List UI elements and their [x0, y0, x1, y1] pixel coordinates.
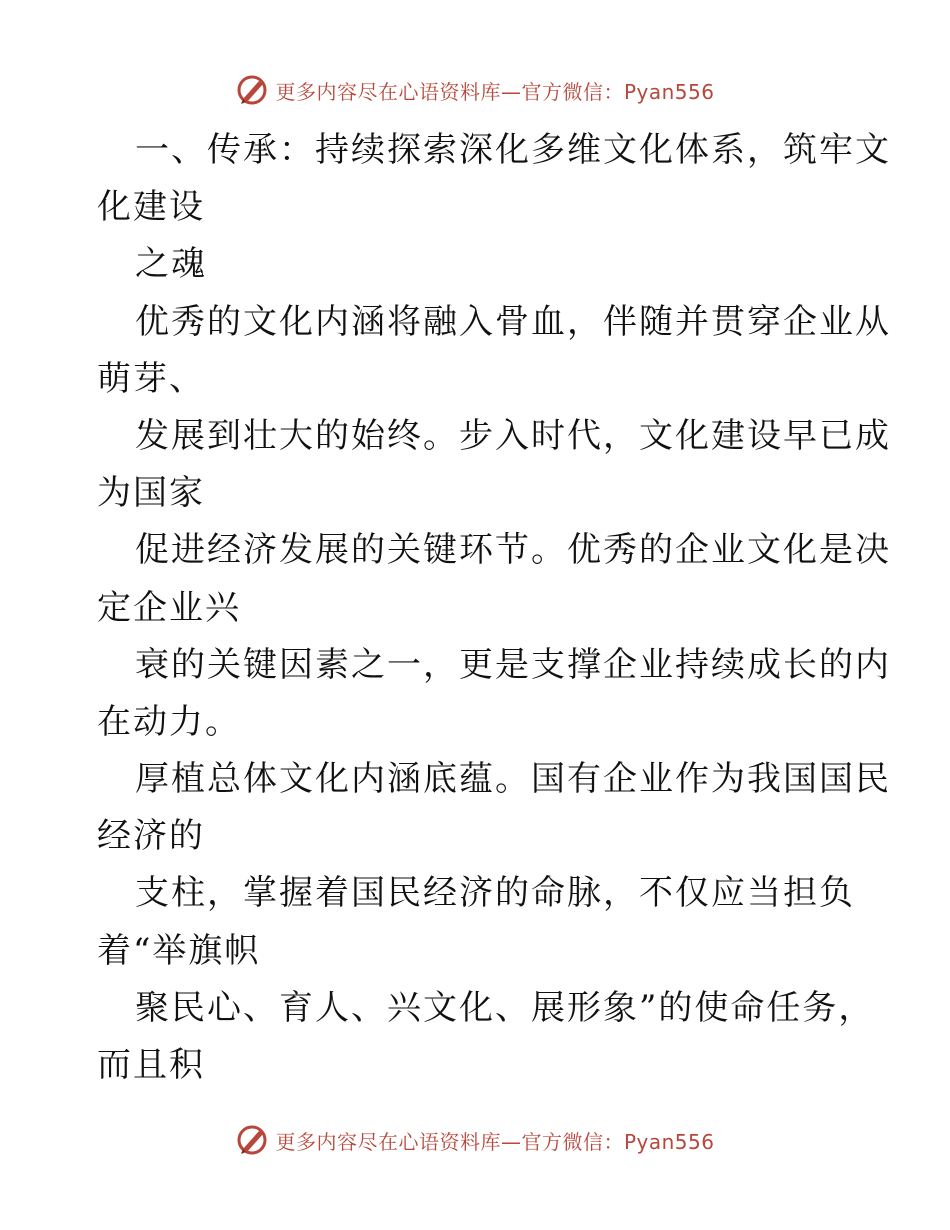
text-line: 为国家	[97, 473, 205, 514]
text-line: 衰的关键因素之一，更是支撑企业持续成长的内	[135, 644, 891, 685]
text-line: 萌芽、	[97, 358, 205, 399]
pen-logo-icon	[235, 1123, 269, 1157]
text-line: 定企业兴	[97, 587, 241, 628]
document-body	[97, 122, 891, 1094]
text-line: 发展到壮大的始终。步入时代，文化建设早已成	[135, 415, 891, 456]
text-line: 着“举旗帜	[97, 930, 261, 971]
text-line: 经济的	[97, 816, 205, 857]
pen-logo-icon	[235, 73, 269, 107]
text-line: 厚植总体文化内涵底蕴。国有企业作为我国国民	[135, 759, 891, 800]
text-line: 化建设	[97, 187, 205, 228]
header-banner	[0, 70, 950, 110]
text-line: 促进经济发展的关键环节。优秀的企业文化是决	[135, 530, 891, 571]
header-banner-text: 更多内容尽在心语资料库—官方微信：Pyan556	[275, 79, 715, 104]
text-line: 支柱，掌握着国民经济的命脉，不仅应当担负	[135, 873, 855, 914]
footer-banner	[0, 1120, 950, 1160]
text-line: 聚民心、育人、兴文化、展形象”的使命任务，	[135, 987, 875, 1028]
text-line: 之魂	[135, 244, 207, 285]
text-line: 优秀的文化内涵将融入骨血，伴随并贯穿企业从	[135, 301, 891, 342]
footer-banner-text: 更多内容尽在心语资料库—官方微信：Pyan556	[275, 1129, 715, 1154]
text-line: 而且积	[97, 1045, 205, 1085]
text-line: 一、传承：持续探索深化多维文化体系，筑牢文	[135, 130, 891, 170]
text-line: 在动力。	[97, 701, 241, 742]
